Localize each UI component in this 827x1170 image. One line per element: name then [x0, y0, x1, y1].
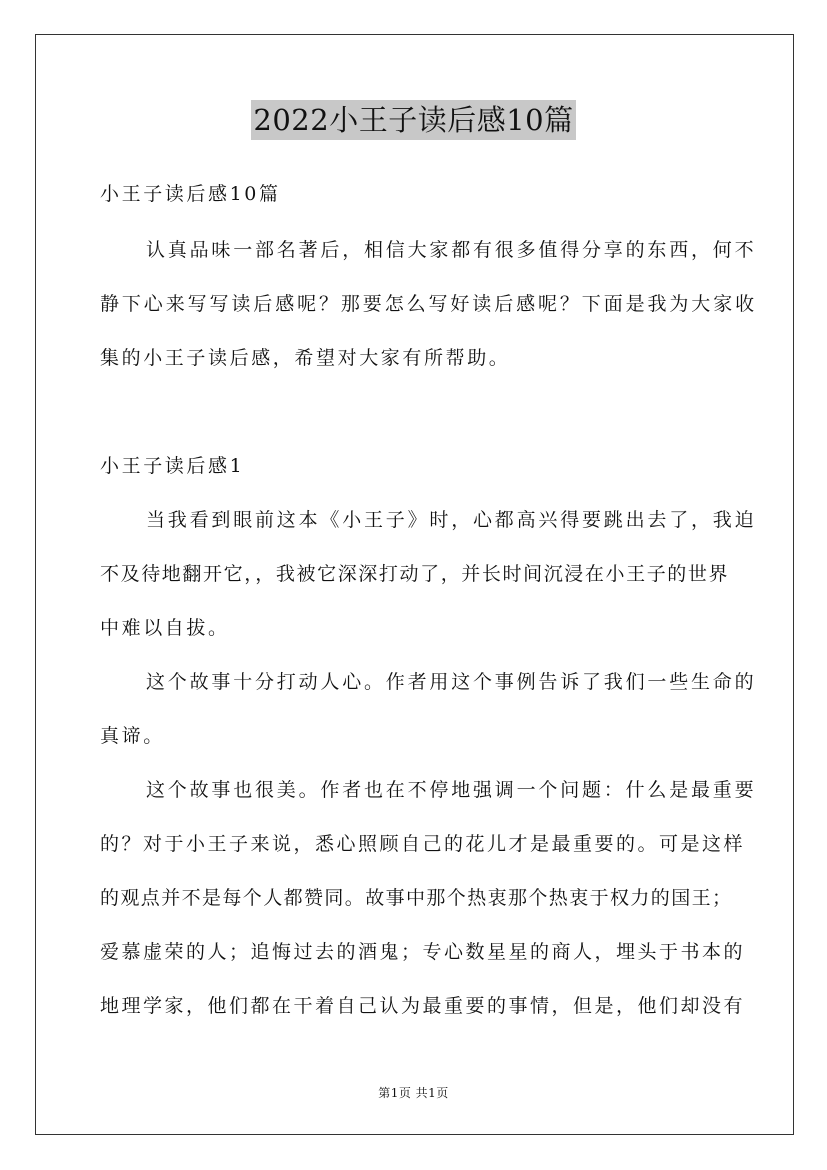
paragraph-line: 集的小王子读后感，希望对大家有所帮助。 [100, 347, 511, 369]
section-heading: 小王子读后感1 [100, 455, 245, 477]
paragraph-line: 的？对于小王子来说，悉心照顾自己的花儿才是最重要的。可是这样 [100, 833, 746, 855]
paragraph-line: 不及待地翻开它，，我被它深深打动了，并长时间沉浸在小王子的世界 [100, 563, 730, 585]
document-title: 2022小王子读后感10篇 [251, 100, 575, 140]
paragraph-line: 这个故事十分打动人心。作者用这个事例告诉了我们一些生命的 [146, 671, 757, 693]
paragraph-line: 地理学家，他们都在干着自己认为最重要的事情，但是，他们却没有 [100, 995, 746, 1017]
subtitle: 小王子读后感10篇 [100, 183, 281, 205]
paragraph-line: 真谛。 [100, 725, 165, 747]
paragraph-line: 中难以自拔。 [100, 617, 230, 639]
page-number: 第1页 共1页 [378, 1086, 449, 1100]
paragraph-line: 爱慕虚荣的人；追悔过去的酒鬼；专心数星星的商人，埋头于书本的 [100, 941, 746, 963]
paragraph-line: 认真品味一部名著后，相信大家都有很多值得分享的东西，何不 [146, 239, 757, 261]
title-container [0, 100, 827, 140]
paragraph-line: 当我看到眼前这本《小王子》时，心都高兴得要跳出去了，我迫 [146, 509, 757, 531]
paragraph-line: 这个故事也很美。作者也在不停地强调一个问题：什么是最重要 [146, 779, 757, 801]
paragraph-line: 静下心来写写读后感呢？那要怎么写好读后感呢？下面是我为大家收 [100, 293, 758, 315]
paragraph-line: 的观点并不是每个人都赞同。故事中那个热衷那个热衷于权力的国王； [100, 887, 733, 909]
